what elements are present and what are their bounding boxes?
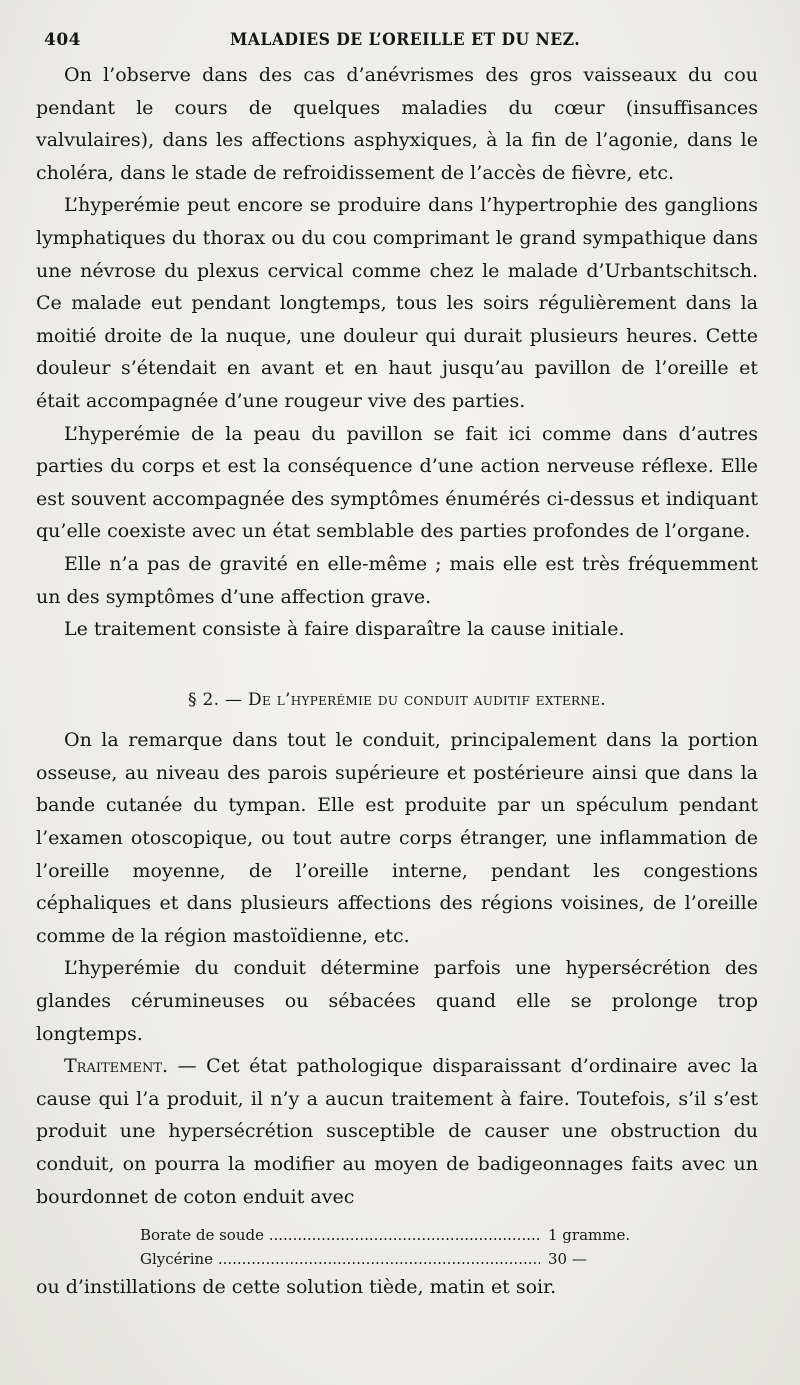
paragraph-treatment: Le traitement consiste à faire disparaître la cause initiale. [64, 618, 625, 641]
traitement-text: — Cet état pathologique disparaissant d’ordinaire avec la cause qui l’a produit, il n’y a aucun traitement à faire. Toutefois, s’il s’est produit une hypersécrétion susceptible de causer une obstruction du conduit, on pourra la modifier au moyen de badigeonnages faits avec un bourdonnet de coton enduit avec [36, 1055, 758, 1208]
closing-line: ou d’instillations de cette solution tiède, matin et soir. [36, 1276, 557, 1299]
paragraph-conduit: On la remarque dans tout le conduit, principalement dans la portion osseuse, au niveau des parois supérieure et postérieure ainsi que dans la bande cutanée du tympan. Elle est produite par un spéculum pendant l’examen otoscopique, ou tout autre corps étranger, une inflammation de l’oreille moyenne, de l’oreille interne, pendant les congestions céphaliques et dans plusieurs affections des régions voisines, de l’oreille comme de la région mastoïdienne, etc. [36, 729, 758, 947]
section-heading [36, 684, 758, 717]
section-title-end: . [600, 689, 606, 710]
body-text [36, 59, 758, 1304]
recipe-ingredient: Borate de soude ..... [140, 1223, 540, 1247]
paragraph-traitement [36, 1050, 758, 1213]
paragraph-hypertrophy: L’hyperémie peut encore se produire dans l’hypertrophie des ganglions lymphatiques du thorax ou du cou comprimant le grand sympathique dans une névrose du plexus cervical comme chez le malade d’Urbantschitsch. Ce malade eut pendant longtemps, tous les soirs régulièrement dans la moitié droite de la nuque, une douleur qui durait plusieurs heures. Cette douleur s’étendait en avant et en haut jusqu’au pavillon de l’oreille et était accompagnée d’une rougeur vive des parties. [36, 194, 758, 412]
section-title: De l’hyperémie du conduit auditif externe [248, 689, 601, 710]
section-number: § 2. — [188, 689, 249, 710]
paragraph-pavillon: L’hyperémie de la peau du pavillon se fait ici comme dans d’autres parties du corps et est la conséquence d’une action nerveuse réflexe. Elle est souvent accompagnée des symptômes énumérés ci-dessus et indiquant qu’elle coexiste avec un état semblable des parties profondes de l’organe. [36, 422, 758, 543]
running-title: MALADIES DE L’OREILLE ET DU NEZ. [230, 30, 581, 50]
recipe-amount: 1 gramme. [548, 1226, 631, 1245]
traitement-label: Traitement. [64, 1055, 169, 1078]
recipe-amount: 30 — [548, 1250, 587, 1269]
page-header [44, 30, 756, 56]
paragraph-gravity: Elle n’a pas de gravité en elle-même ; mais elle est très fréquemment un des symptômes d’une affection grave. [36, 552, 758, 608]
recipe-list [36, 1223, 758, 1271]
page-number: 404 [44, 30, 81, 50]
recipe-row [36, 1223, 758, 1247]
recipe-ingredient: Glycérine ..... [140, 1247, 540, 1271]
recipe-row [36, 1247, 758, 1271]
paragraph-aneurysms: On l’observe dans des cas d’anévrismes des gros vaisseaux du cou pendant le cours de quelques maladies du cœur (insuffisances valvulaires), dans les affections asphyxiques, à la fin de l’agonie, dans le choléra, dans le stade de refroidissement de l’accès de fièvre, etc. [36, 64, 758, 184]
paragraph-hypersecretion: L’hyperémie du conduit détermine parfois une hypersécrétion des glandes cérumineuses ou sébacées quand elle se prolonge trop longtemps. [36, 957, 758, 1045]
